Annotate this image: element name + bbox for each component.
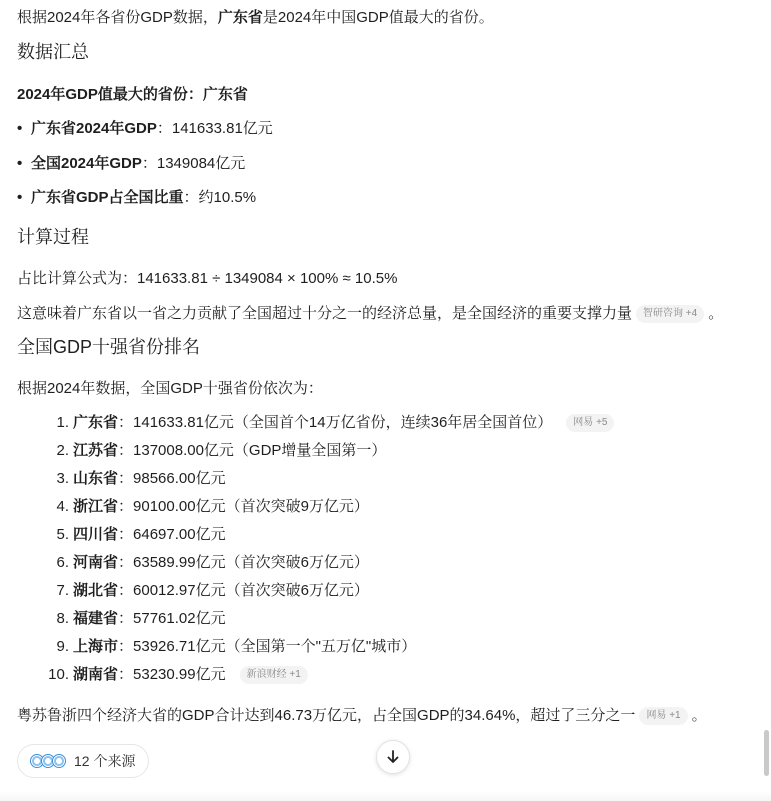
ranking-item <box>17 496 369 518</box>
ranking-value: ：53230.99亿元 <box>118 666 226 683</box>
ranking-province: 上海市 <box>73 638 119 655</box>
bullet-label: 全国2024年GDP <box>31 155 142 172</box>
ranking-value: ：90100.00亿元（首次突破9万亿元） <box>118 498 369 515</box>
ranking-province: 四川省 <box>73 526 119 543</box>
bullet-label: 广东省2024年GDP <box>31 120 157 137</box>
ranking-number: 6. <box>56 554 69 571</box>
bullet-dot: • <box>17 189 23 206</box>
source-icons <box>30 754 63 768</box>
ranking-province: 广东省 <box>73 414 119 431</box>
summary-lead: 2024年GDP值最大的省份：广东省 <box>17 86 248 103</box>
intro-text: 根据2024年各省份GDP数据， <box>17 9 218 26</box>
calc-meaning <box>17 303 723 325</box>
arrow-down-icon <box>385 749 401 765</box>
sources-button[interactable] <box>17 744 149 778</box>
ranking-item <box>17 468 226 490</box>
ranking-value: ：64697.00亿元 <box>118 526 226 543</box>
intro-text-end: 是2024年中国GDP值最大的省份。 <box>262 9 494 26</box>
bullet-dot: • <box>17 155 23 172</box>
bullet-value: ：141633.81亿元 <box>156 120 273 137</box>
ranking-item <box>17 524 226 546</box>
summary-heading: 数据汇总 <box>17 42 89 62</box>
ranking-value: ：63589.99亿元（首次突破6万亿元） <box>118 554 369 571</box>
ranking-heading: 全国GDP十强省份排名 <box>17 337 201 357</box>
ranking-item <box>17 440 386 462</box>
summary-bullet <box>17 153 245 175</box>
ranking-value: ：141633.81亿元（全国首个14万亿省份，连续36年居全国首位） <box>118 414 553 431</box>
ranking-number: 5. <box>56 526 69 543</box>
source-chip[interactable]: 智研咨询 +4 <box>636 305 704 323</box>
period: 。 <box>708 305 724 322</box>
ranking-province: 浙江省 <box>73 498 119 515</box>
calc-formula: 占比计算公式为：141633.81 ÷ 1349084 × 100% ≈ 10.5% <box>17 270 398 287</box>
ranking-lead: 根据2024年数据，全国GDP十强省份依次为： <box>17 380 323 397</box>
bullet-value: ：约10.5% <box>183 189 257 206</box>
ranking-province: 福建省 <box>73 610 119 627</box>
ranking-number: 3. <box>56 470 69 487</box>
sources-label: 12 个来源 <box>74 753 136 769</box>
ranking-province: 湖南省 <box>73 666 119 683</box>
source-chip[interactable]: 新浪财经 +1 <box>240 666 308 684</box>
ranking-item <box>17 412 618 434</box>
ranking-value: ：53926.71亿元（全国第一个"五万亿"城市） <box>118 638 417 655</box>
ranking-province: 河南省 <box>73 554 119 571</box>
summary-bullet <box>17 187 256 209</box>
period: 。 <box>691 707 707 724</box>
ranking-value: ：98566.00亿元 <box>118 470 226 487</box>
ranking-value: ：57761.02亿元 <box>118 610 226 627</box>
scrollbar-thumb[interactable] <box>764 730 769 776</box>
source-chip[interactable]: 网易 +5 <box>566 414 614 432</box>
globe-icon <box>52 754 66 768</box>
bottom-fade <box>0 791 771 801</box>
bullet-value: ：1349084亿元 <box>141 155 246 172</box>
ranking-number: 1. <box>56 414 69 431</box>
conclusion-text: 粤苏鲁浙四个经济大省的GDP合计达到46.73万亿元，占全国GDP的34.64%，超过了三分之一 <box>17 707 636 724</box>
ranking-item <box>17 664 312 686</box>
ranking-number: 8. <box>56 610 69 627</box>
conclusion-paragraph <box>17 705 707 727</box>
ranking-province: 湖北省 <box>73 582 119 599</box>
scroll-down-button[interactable] <box>376 740 410 774</box>
ranking-value: ：60012.97亿元（首次突破6万亿元） <box>118 582 369 599</box>
ranking-number: 10. <box>48 666 69 683</box>
ranking-item <box>17 608 226 630</box>
ranking-number: 7. <box>56 582 69 599</box>
ranking-item <box>17 552 369 574</box>
bullet-label: 广东省GDP占全国比重 <box>31 189 184 206</box>
ranking-province: 山东省 <box>73 470 119 487</box>
intro-bold: 广东省 <box>217 9 263 26</box>
ranking-number: 4. <box>56 498 69 515</box>
source-chip[interactable]: 网易 +1 <box>639 707 687 725</box>
ranking-value: ：137008.00亿元（GDP增量全国第一） <box>118 442 387 459</box>
calc-heading: 计算过程 <box>17 227 89 247</box>
bullet-dot: • <box>17 120 23 137</box>
summary-bullet <box>17 118 273 140</box>
ranking-number: 2. <box>56 442 69 459</box>
ranking-item <box>17 580 369 602</box>
ranking-item <box>17 636 416 658</box>
ranking-number: 9. <box>56 638 69 655</box>
ranking-province: 江苏省 <box>73 442 119 459</box>
intro-paragraph <box>17 7 494 29</box>
calc-meaning-text: 这意味着广东省以一省之力贡献了全国超过十分之一的经济总量，是全国经济的重要支撑力量 <box>17 305 633 322</box>
